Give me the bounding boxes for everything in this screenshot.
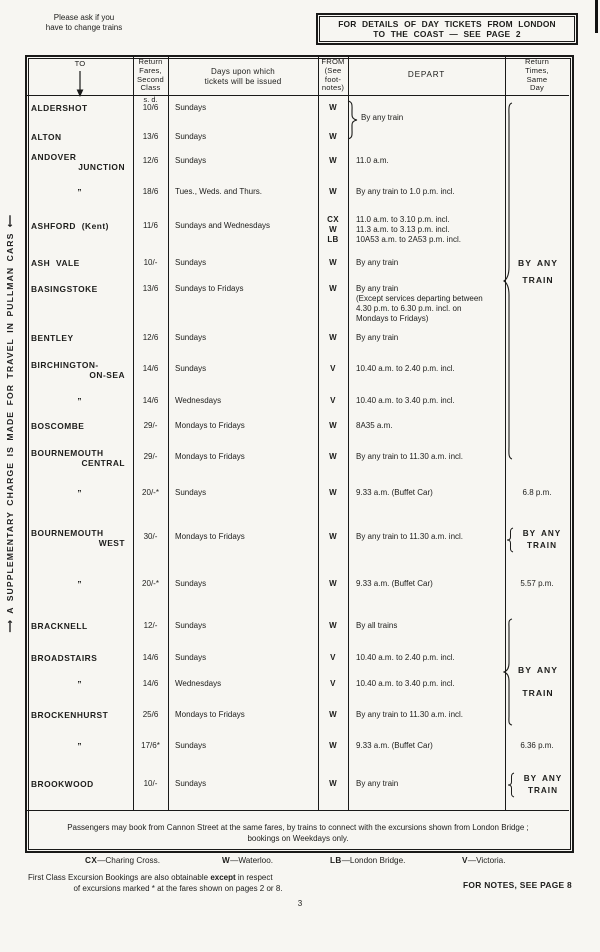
- fare-cell: 13/6: [142, 132, 159, 141]
- return-time-cell: 6.36 p.m.: [520, 741, 554, 750]
- cannon-street-note: [27, 822, 569, 844]
- destination-ditto: ”: [77, 579, 83, 589]
- days-cell: Mondays to Fridays: [175, 421, 245, 430]
- first-class-note: First Class Excursion Bookings are also obtainable except in respect of excursions marked * at the fares shown on pages 2 or 8.: [28, 873, 283, 893]
- depart-cell: 9.33 a.m. (Buffet Car): [356, 579, 433, 588]
- depart-cell: 9.33 a.m. (Buffet Car): [356, 488, 433, 497]
- destination-cell: ALDERSHOT: [31, 103, 88, 113]
- days-cell: Sundays: [175, 621, 207, 630]
- from-cell: W: [329, 132, 337, 141]
- depart-cell: By any train (Except services departing between 4.30 p.m. to 6.30 p.m. incl. on Mondays to Fridays): [356, 284, 483, 323]
- depart-cell: 11.0 a.m. to 3.10 p.m. incl. 11.3 a.m. to 3.13 p.m. incl. 10A53 a.m. to 2A53 p.m. incl.: [356, 215, 461, 244]
- depart-cell: 10.40 a.m. to 2.40 p.m. incl.: [356, 653, 455, 662]
- column-divider: [168, 57, 169, 810]
- from-cell: W: [329, 284, 337, 293]
- days-cell: Sundays: [175, 132, 207, 141]
- depart-cell: By any train to 11.30 a.m. incl.: [356, 452, 464, 461]
- depart-cell: By all trains: [356, 621, 398, 630]
- fare-cell: 14/6: [142, 396, 159, 405]
- destination-cell: BOSCOMBE: [31, 421, 85, 431]
- column-divider: [348, 57, 349, 810]
- destination-cell: BROCKENHURST: [31, 710, 109, 720]
- from-cell: W: [329, 532, 337, 541]
- footnote-code: V—Victoria.: [462, 856, 506, 865]
- days-cell: Wednesdays: [175, 396, 222, 405]
- from-cell: W: [329, 579, 337, 588]
- destination-cell: BROADSTAIRS: [31, 653, 98, 663]
- days-cell: Sundays: [175, 741, 207, 750]
- days-cell: Sundays: [175, 779, 207, 788]
- destination-cell: ASHFORD (Kent): [31, 221, 109, 231]
- destination-cell: BOURNEMOUTH CENTRAL: [31, 448, 125, 468]
- header-line: Return: [138, 57, 163, 66]
- col-header-depart: DEPART: [407, 70, 446, 79]
- from-cell: W: [329, 258, 337, 267]
- pullman-supplement-note: ⟶ A SUPPLEMENTARY CHARGE IS MADE FOR TRAVEL IN PULLMAN CARS ⟵: [5, 213, 15, 633]
- header-line: Second: [137, 74, 164, 84]
- header-line: Day: [529, 83, 545, 93]
- from-cell: W: [329, 452, 337, 461]
- depart-cell: By any train to 1.0 p.m. incl.: [356, 187, 455, 196]
- depart-cell: 9.33 a.m. (Buffet Car): [356, 741, 433, 750]
- from-cell: V: [330, 679, 336, 688]
- from-cell: W: [329, 488, 337, 497]
- days-cell: Sundays: [175, 488, 207, 497]
- header-line: Class: [140, 83, 161, 93]
- from-cell: CX W LB: [327, 215, 339, 244]
- fare-cell: 10/-: [143, 779, 158, 788]
- destination-cell: BRACKNELL: [31, 621, 88, 631]
- fare-cell: 14/6: [142, 679, 159, 688]
- fare-cell: 12/6: [142, 156, 159, 165]
- col-header-fares: [133, 58, 168, 93]
- fare-cell: 12/6: [142, 333, 159, 342]
- header-line: FROM: [321, 57, 345, 66]
- for-notes-label: FOR NOTES, SEE PAGE 8: [463, 880, 572, 890]
- note-line: Please ask if you: [53, 13, 115, 22]
- fare-cell: 20/-*: [142, 488, 159, 497]
- day-tickets-banner: [316, 13, 578, 45]
- days-cell: Tues., Weds. and Thurs.: [175, 187, 263, 196]
- from-cell: W: [329, 779, 337, 788]
- days-cell: Sundays: [175, 579, 207, 588]
- header-line: Return: [525, 57, 549, 66]
- footnote-code: W—Waterloo.: [222, 856, 274, 865]
- from-cell: W: [329, 421, 337, 430]
- return-by-any-train-label: BY ANY TRAIN: [518, 665, 558, 698]
- from-cell: W: [329, 710, 337, 719]
- fare-cell: 10/-: [143, 258, 158, 267]
- fare-cell: 29/-: [143, 421, 158, 430]
- header-line: Times,: [525, 65, 549, 75]
- days-cell: Sundays and Wednesdays: [175, 221, 271, 230]
- note-line: bookings on Weekdays only.: [247, 834, 349, 843]
- days-cell: Mondays to Fridays: [175, 710, 245, 719]
- col-header-from: [316, 58, 350, 93]
- depart-cell: By any train to 11.30 a.m. incl.: [356, 532, 464, 541]
- col-header-days: [168, 67, 318, 86]
- days-cell: Sundays: [175, 156, 207, 165]
- depart-cell: By any train: [356, 258, 399, 267]
- note-line: Passengers may book from Cannon Street at the same fares, by trains to connect with the excursions shown from London Bridge ;: [67, 823, 529, 832]
- brace-icon: [347, 100, 359, 140]
- days-cell: Sundays: [175, 103, 207, 112]
- destination-cell: BIRCHINGTON- ON-SEA: [31, 360, 125, 380]
- depart-cell: 11.0 a.m.: [356, 156, 389, 165]
- from-cell: W: [329, 333, 337, 342]
- header-line: tickets will be issued: [204, 76, 282, 86]
- from-cell: V: [330, 653, 336, 662]
- depart-cell: 10.40 a.m. to 3.40 p.m. incl.: [356, 396, 455, 405]
- destination-cell: BOURNEMOUTH WEST: [31, 528, 125, 548]
- col-header-to: [27, 60, 133, 97]
- column-divider: [133, 57, 134, 810]
- down-arrow-icon: [75, 71, 85, 97]
- from-cell: W: [329, 156, 337, 165]
- fare-cell: 11/6: [143, 221, 158, 230]
- destination-cell: BROOKWOOD: [31, 779, 94, 789]
- destination-ditto: ”: [77, 679, 83, 689]
- from-cell: V: [330, 396, 336, 405]
- destination-cell: ALTON: [31, 132, 62, 142]
- destination-cell: ANDOVER JUNCTION: [31, 152, 125, 172]
- depart-cell: By any train: [356, 779, 399, 788]
- header-line: Same: [526, 74, 548, 84]
- depart-cell: 10.40 a.m. to 2.40 p.m. incl.: [356, 364, 455, 373]
- days-cell: Sundays: [175, 364, 207, 373]
- return-by-any-train-label: BY ANY TRAIN: [522, 529, 562, 550]
- return-by-any-train-label: BY ANY TRAIN: [523, 774, 563, 795]
- days-cell: Sundays: [175, 258, 207, 267]
- grouped-depart-label: By any train: [361, 113, 404, 122]
- destination-ditto: ”: [77, 741, 83, 751]
- fare-cell: 14/6: [142, 653, 159, 662]
- depart-cell: By any train to 11.30 a.m. incl.: [356, 710, 464, 719]
- fare-cell: 18/6: [142, 187, 159, 196]
- destination-cell: BASINGSTOKE: [31, 284, 98, 294]
- fare-cell: 14/6: [142, 364, 159, 373]
- fare-cell: 17/6*: [141, 741, 160, 750]
- banner-line: FOR DETAILS OF DAY TICKETS FROM LONDON: [338, 19, 556, 29]
- destination-cell: ASH VALE: [31, 258, 80, 268]
- days-cell: Wednesdays: [175, 679, 222, 688]
- fare-cell: 20/-*: [142, 579, 159, 588]
- shillings-pence-label: s. d.: [143, 95, 158, 104]
- return-time-cell: 6.8 p.m.: [522, 488, 552, 497]
- fare-cell: 13/6: [142, 284, 159, 293]
- from-cell: W: [329, 741, 337, 750]
- banner-line: TO THE COAST — SEE PAGE 2: [373, 29, 521, 39]
- from-cell: W: [329, 621, 337, 630]
- depart-cell: By any train: [356, 333, 399, 342]
- footer-divider: [27, 810, 569, 811]
- days-cell: Mondays to Fridays: [175, 452, 245, 461]
- footnote-code: CX—Charing Cross.: [85, 856, 160, 865]
- depart-cell: 8A35 a.m.: [356, 421, 393, 430]
- days-cell: Sundays: [175, 333, 207, 342]
- footnote-code: LB—London Bridge.: [330, 856, 406, 865]
- destination-ditto: ”: [77, 187, 83, 197]
- destination-cell: BENTLEY: [31, 333, 74, 343]
- col-header-return: [505, 58, 569, 93]
- fare-cell: 12/-: [143, 621, 158, 630]
- fare-cell: 10/6: [142, 103, 159, 112]
- header-line: Fares,: [139, 65, 162, 75]
- change-trains-note: [26, 13, 142, 33]
- fare-cell: 30/-: [143, 532, 158, 541]
- scan-edge-artifact: [595, 0, 598, 33]
- header-line: (See: [324, 65, 342, 75]
- from-cell: W: [329, 103, 337, 112]
- return-by-any-train-label: BY ANY TRAIN: [518, 258, 558, 285]
- days-cell: Mondays to Fridays: [175, 532, 245, 541]
- fare-cell: 29/-: [143, 452, 158, 461]
- from-cell: W: [329, 187, 337, 196]
- col-header-to-label: TO: [74, 59, 86, 68]
- column-divider: [318, 57, 319, 810]
- from-cell: V: [330, 364, 336, 373]
- header-line: Days upon which: [211, 67, 275, 76]
- header-line: foot-: [324, 74, 342, 84]
- days-cell: Sundays: [175, 653, 207, 662]
- header-line: notes): [321, 83, 345, 93]
- days-cell: Sundays to Fridays: [175, 284, 244, 293]
- destination-ditto: ”: [77, 396, 83, 406]
- page-number: 3: [297, 899, 303, 908]
- return-time-cell: 5.57 p.m.: [520, 579, 554, 588]
- note-line: have to change trains: [45, 23, 123, 32]
- depart-cell: 10.40 a.m. to 3.40 p.m. incl.: [356, 679, 455, 688]
- destination-ditto: ”: [77, 488, 83, 498]
- fare-cell: 25/6: [142, 710, 159, 719]
